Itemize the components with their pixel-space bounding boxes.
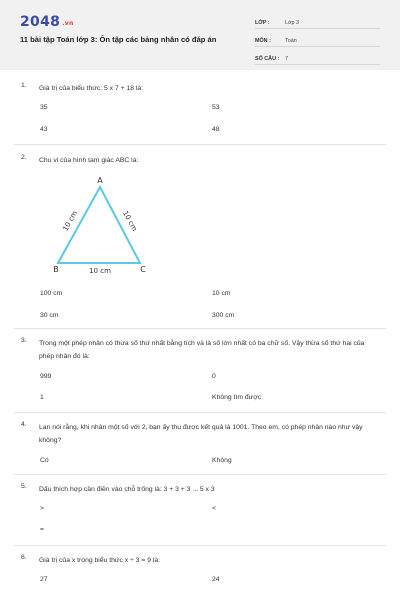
question-number: 3.	[21, 337, 27, 344]
question-number: 2.	[21, 154, 27, 161]
side-bc-label: 10 cm	[89, 267, 111, 275]
meta-value: Toán	[285, 38, 297, 44]
question-text: Giá trị của x trong biểu thức x ÷ 3 = 9 là:	[39, 557, 161, 564]
side-ab-label: 10 cm	[61, 209, 80, 233]
option[interactable]: 53	[212, 104, 220, 111]
option[interactable]: 10 cm	[212, 290, 231, 297]
question-text: Giá trị của biểu thức: 5 x 7 + 18 là:	[39, 85, 144, 92]
logo[interactable]	[20, 14, 74, 30]
meta-label: LỚP :	[255, 20, 270, 26]
option[interactable]: Không tìm được	[212, 394, 262, 401]
divider	[14, 328, 386, 329]
option[interactable]: 999	[40, 373, 52, 380]
question-text: Dấu thích hợp cần điền vào chỗ trống là: 3 + 3 + 3 ... 5 x 3	[39, 486, 215, 493]
option[interactable]: 35	[40, 104, 48, 111]
question-number: 5.	[21, 483, 27, 490]
meta-panel	[255, 14, 380, 68]
option[interactable]: 0	[212, 373, 216, 380]
vertex-c-label: C	[140, 265, 146, 274]
option[interactable]: <	[212, 505, 216, 512]
question-number: 6.	[21, 554, 27, 561]
triangle-figure	[40, 175, 170, 277]
option[interactable]: =	[40, 526, 44, 533]
question-number: 1.	[21, 82, 27, 89]
divider	[14, 545, 386, 546]
meta-label: SỐ CÂU :	[255, 56, 280, 62]
page-title: 11 bài tập Toán lớp 3: Ôn tập các bảng nhân có đáp án	[20, 35, 217, 44]
meta-row-count	[255, 50, 380, 65]
question-text: Lan nói rằng, khi nhân một số với 2, bạn ấy thu được kết quả là 1001. Theo em, có phép nhân nào như vậy không?	[39, 424, 363, 444]
option[interactable]: 24	[212, 576, 220, 583]
meta-row-subject	[255, 32, 380, 47]
logo-text: 2048	[20, 14, 61, 30]
option[interactable]: 48	[212, 126, 220, 133]
question-text: Trong một phép nhân có thừa số thứ nhất bằng tích và là số lớn nhất có ba chữ số. Vậy thừa số thứ hai của phép nhân đó là:	[39, 340, 365, 360]
side-ac-label: 10 cm	[120, 209, 139, 233]
option[interactable]: 300 cm	[212, 312, 235, 319]
meta-label: MÔN :	[255, 38, 271, 44]
option[interactable]: 100 cm	[40, 290, 63, 297]
option[interactable]: >	[40, 505, 44, 512]
option[interactable]: 30 cm	[40, 312, 59, 319]
option[interactable]: Có	[40, 457, 49, 464]
meta-value: Lớp 3	[285, 20, 300, 26]
vertex-b-label: B	[53, 265, 59, 274]
divider	[14, 412, 386, 413]
question-number: 4.	[21, 421, 27, 428]
question-text: Chu vi của hình tam giác ABC là:	[39, 157, 139, 164]
header	[0, 0, 400, 70]
vertex-a-label: A	[97, 176, 103, 185]
logo-suffix: .vn	[62, 20, 74, 27]
divider	[14, 474, 386, 475]
option[interactable]: 27	[40, 576, 48, 583]
option[interactable]: 1	[40, 394, 44, 401]
option[interactable]: 43	[40, 126, 48, 133]
meta-row-grade	[255, 14, 380, 29]
meta-value: 7	[285, 56, 288, 62]
divider	[14, 144, 386, 145]
option[interactable]: Không	[212, 457, 232, 464]
